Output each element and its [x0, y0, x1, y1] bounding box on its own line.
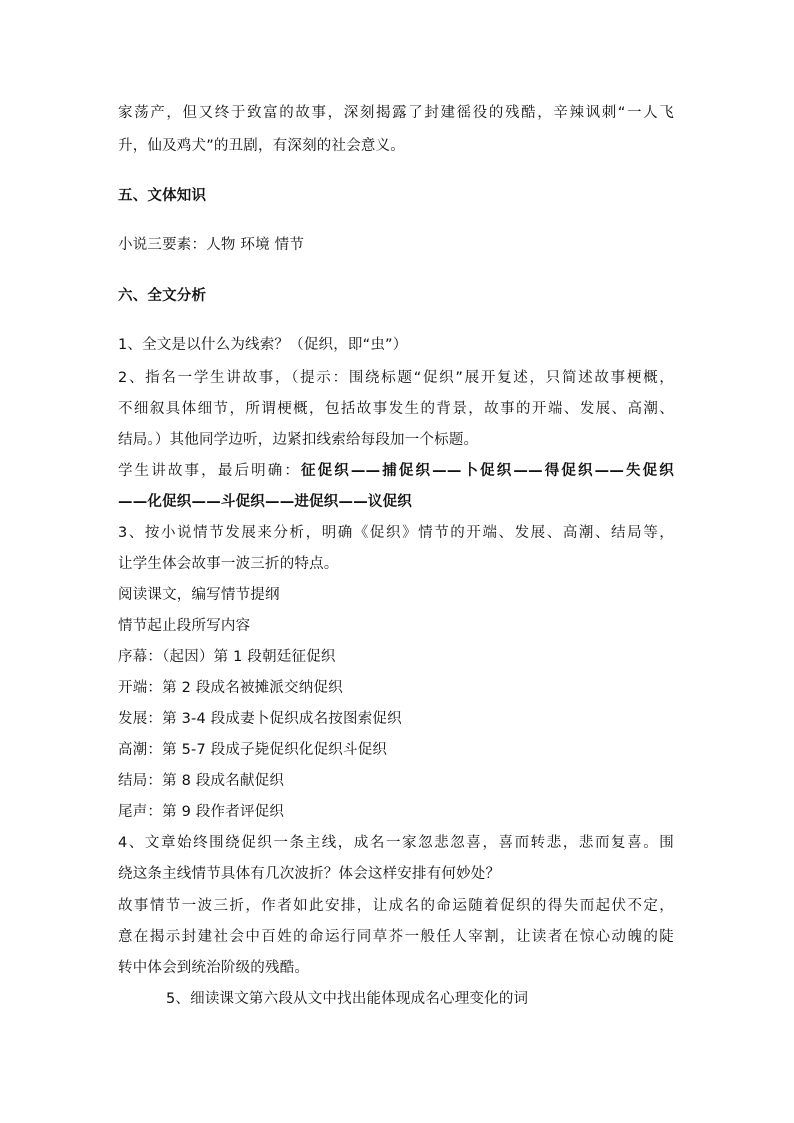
story-summary-line-1	[118, 459, 674, 480]
plot-item: 结局：第 8 段成名献促织	[118, 773, 285, 789]
question-2-line-3: 结局。）其他同学边听，边紧扣线索给每段加一个标题。	[118, 432, 479, 448]
plot-item: 开端：第 2 段成名被摊派交纳促织	[118, 680, 343, 696]
answer-4-line-3: 转中体会到统治阶级的残酷。	[118, 960, 310, 976]
plot-item: 序幕：（起因）第 1 段朝廷征促织	[118, 649, 336, 665]
question-4-line-1: 4、文章始终围绕促织一条主线，成名一家忽悲忽喜，喜而转悲，悲而复喜。围	[118, 835, 674, 851]
question-3-line-1: 3、按小说情节发展来分析，明确《促织》情节的开端、发展、高潮、结局等，	[118, 525, 674, 541]
section-6-heading: 六、全文分析	[118, 288, 207, 304]
answer-4-line-1: 故事情节一波三折，作者如此安排，让成名的命运随着促织的得失而起伏不定，	[118, 898, 674, 914]
story-prefix: 学生讲故事，最后明确：	[118, 463, 302, 479]
question-2-line-2: 不细叙具体细节，所谓梗概，包括故事发生的背景，故事的开端、发展、高潮、	[118, 401, 674, 417]
question-4-line-2: 绕这条主线情节具体有几次波折？体会这样安排有何妙处？	[118, 866, 501, 882]
intro-line-1: 家荡产，但又终于致富的故事，深刻揭露了封建徭役的残酷，辛辣讽刺“一人飞	[118, 105, 674, 121]
plot-item: 发展：第 3-4 段成妻卜促织成名按图索促织	[118, 711, 402, 727]
story-chain-1: 征促织——捕促织——卜促织——得促织——失促织	[301, 463, 674, 479]
question-5: 5、细读课文第六段从文中找出能体现成名心理变化的词	[166, 991, 529, 1007]
plot-item: 尾声：第 9 段作者评促织	[118, 804, 285, 820]
read-task: 阅读课文，编写情节提纲	[118, 587, 280, 603]
plot-item: 高潮：第 5-7 段成子毙促织化促织斗促织	[118, 742, 388, 758]
answer-4-line-2: 意在揭示封建社会中百姓的命运行同草芥一般任人宰割，让读者在惊心动魄的陡	[118, 929, 674, 945]
intro-line-2: 升，仙及鸡犬”的丑剧，有深刻的社会意义。	[118, 138, 406, 154]
section-5-text: 小说三要素：人物 环境 情节	[118, 237, 305, 253]
question-2-line-1: 2、指名一学生讲故事，（提示：围绕标题“促织”展开复述，只简述故事梗概，	[118, 370, 674, 386]
section-5-heading: 五、文体知识	[118, 188, 207, 204]
question-3-line-2: 让学生体会故事一波三折的特点。	[118, 556, 339, 572]
story-chain-2: ——化促织——斗促织——进促织——议促织	[118, 494, 412, 510]
plot-header: 情节起止段所写内容	[118, 618, 251, 634]
question-1: 1、全文是以什么为线索？（促织，即“虫”）	[118, 337, 408, 353]
